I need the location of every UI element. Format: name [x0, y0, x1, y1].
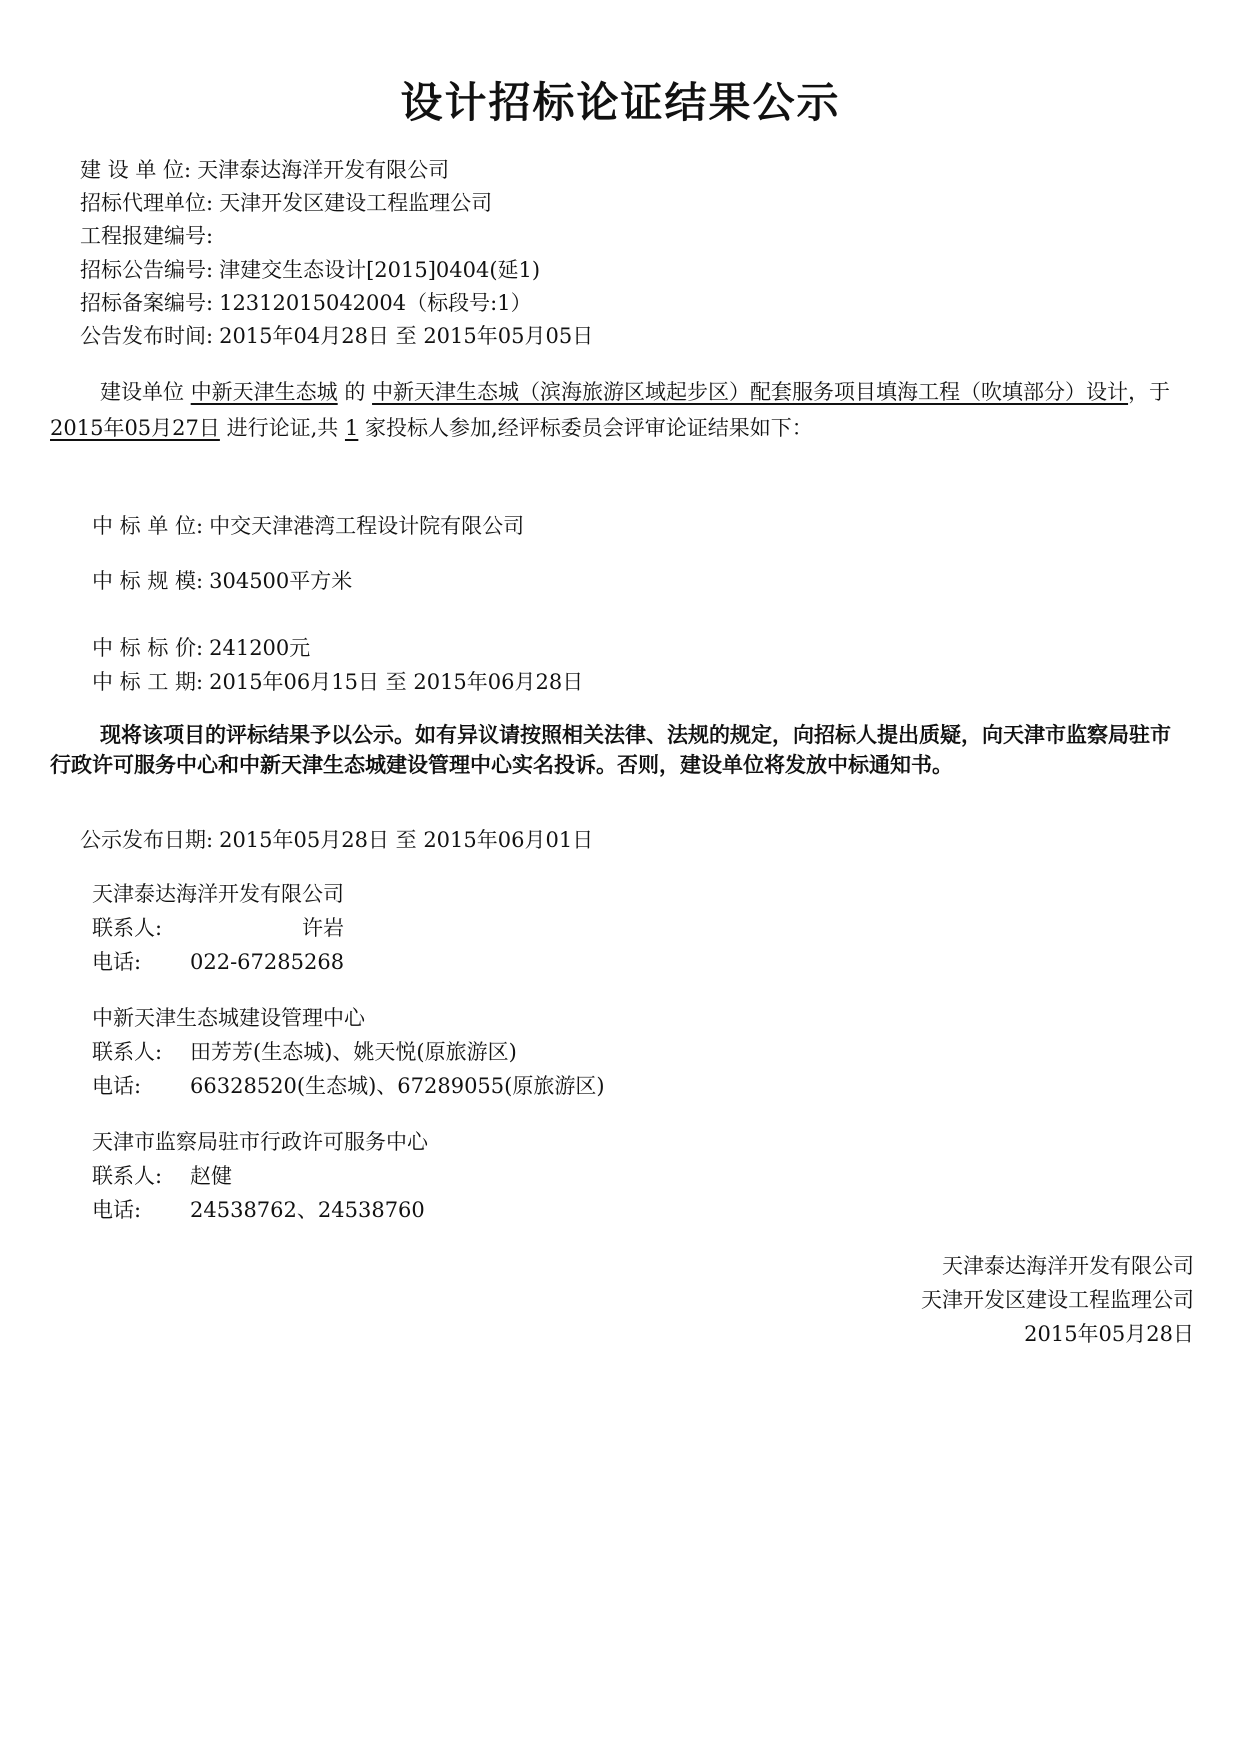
contact-org: 中新天津生态城建设管理中心 [92, 1006, 365, 1030]
contact-person-row [92, 1162, 792, 1190]
contact-phone-label: 电话: [92, 1198, 142, 1222]
publicity-row [80, 826, 593, 854]
result-label: 中 标 规 模: [92, 569, 204, 593]
contact-person-label: 联系人: [92, 1040, 163, 1064]
contact-phone-row [92, 1072, 792, 1100]
signature-org-1: 天津泰达海洋开发有限公司 [942, 1254, 1194, 1278]
statement-prefix: 建设单位 [100, 380, 184, 404]
contact-person: 赵健 [190, 1164, 232, 1188]
contact-phone-row [92, 1196, 792, 1224]
statement-paragraph [50, 374, 1190, 446]
statement-comma-on: ，于 [1128, 380, 1171, 404]
signature-date: 2015年05月28日 [1024, 1322, 1194, 1346]
contact-phone-row [92, 948, 792, 976]
info-row-owner [80, 156, 449, 184]
result-value: 241200元 [209, 636, 311, 660]
info-row-registration-no [80, 222, 219, 250]
info-value: 2015年04月28日 至 2015年05月05日 [219, 324, 594, 348]
contact-org: 天津市监察局驻市行政许可服务中心 [92, 1130, 428, 1154]
statement-mid: 进行论证,共 [226, 416, 339, 440]
contact-phone: 022-67285268 [190, 950, 345, 974]
publicity-value: 2015年05月28日 至 2015年06月01日 [219, 828, 594, 852]
result-row-duration [92, 668, 583, 696]
info-label: 招标备案编号: [80, 291, 214, 315]
info-row-agent [80, 189, 492, 217]
info-label: 公告发布时间: [80, 324, 214, 348]
contact-person-label: 联系人: [92, 1164, 163, 1188]
info-value: 津建交生态设计[2015]0404(延1) [219, 258, 541, 282]
statement-date: 2015年05月27日 [50, 416, 220, 440]
statement-owner: 中新天津生态城 [190, 380, 338, 404]
info-value: 12312015042004（标段号:1） [219, 291, 532, 315]
contact-phone-label: 电话: [92, 1074, 142, 1098]
statement-suffix: 家投标人参加,经评标委员会评审论证结果如下： [365, 416, 813, 440]
publicity-label: 公示发布日期: [80, 828, 214, 852]
contact-phone: 24538762、24538760 [190, 1198, 425, 1222]
result-row-price [92, 634, 310, 662]
result-row-scale [92, 567, 352, 595]
info-label: 工程报建编号: [80, 224, 214, 248]
contact-phone-label: 电话: [92, 950, 142, 974]
result-label: 中 标 工 期: [92, 670, 204, 694]
statement-of: 的 [344, 380, 366, 404]
info-label: 建 设 单 位: [80, 158, 192, 182]
contact-phone: 66328520(生态城)、67289055(原旅游区) [190, 1074, 605, 1098]
result-value: 2015年06月15日 至 2015年06月28日 [209, 670, 584, 694]
result-row-winner [92, 512, 524, 540]
signature-org-2: 天津开发区建设工程监理公司 [921, 1288, 1194, 1312]
statement-project: 中新天津生态城（滨海旅游区域起步区）配套服务项目填海工程（吹填部分）设计 [372, 380, 1129, 404]
info-value: 天津泰达海洋开发有限公司 [197, 158, 450, 182]
contact-person: 许岩 [302, 916, 344, 940]
result-value: 304500平方米 [209, 569, 353, 593]
contact-person-row [92, 1038, 792, 1066]
info-row-announcement-period [80, 322, 593, 350]
page-title: 设计招标论证结果公示 [400, 78, 841, 127]
info-label: 招标代理单位: [80, 191, 214, 215]
info-row-announcement-no [80, 256, 540, 284]
contact-org: 天津泰达海洋开发有限公司 [92, 882, 344, 906]
statement-count: 1 [344, 416, 359, 440]
contact-person-row [92, 914, 792, 942]
contact-person: 田芳芳(生态城)、姚天悦(原旅游区) [190, 1040, 517, 1064]
result-label: 中 标 单 位: [92, 514, 204, 538]
result-label: 中 标 标 价: [92, 636, 204, 660]
notice-text: 现将该项目的评标结果予以公示。如有异议请按照相关法律、法规的规定，向招标人提出质疑，向天津市监察局驻市行政许可服务中心和中新天津生态城建设管理中心实名投诉。否则，建设单位将发放中标通知书。 [50, 723, 1171, 777]
info-label: 招标公告编号: [80, 258, 214, 282]
info-value: 天津开发区建设工程监理公司 [219, 191, 493, 215]
notice-paragraph [50, 720, 1190, 780]
result-value: 中交天津港湾工程设计院有限公司 [209, 514, 525, 538]
contact-person-label: 联系人: [92, 916, 163, 940]
info-row-filing-no [80, 289, 532, 317]
